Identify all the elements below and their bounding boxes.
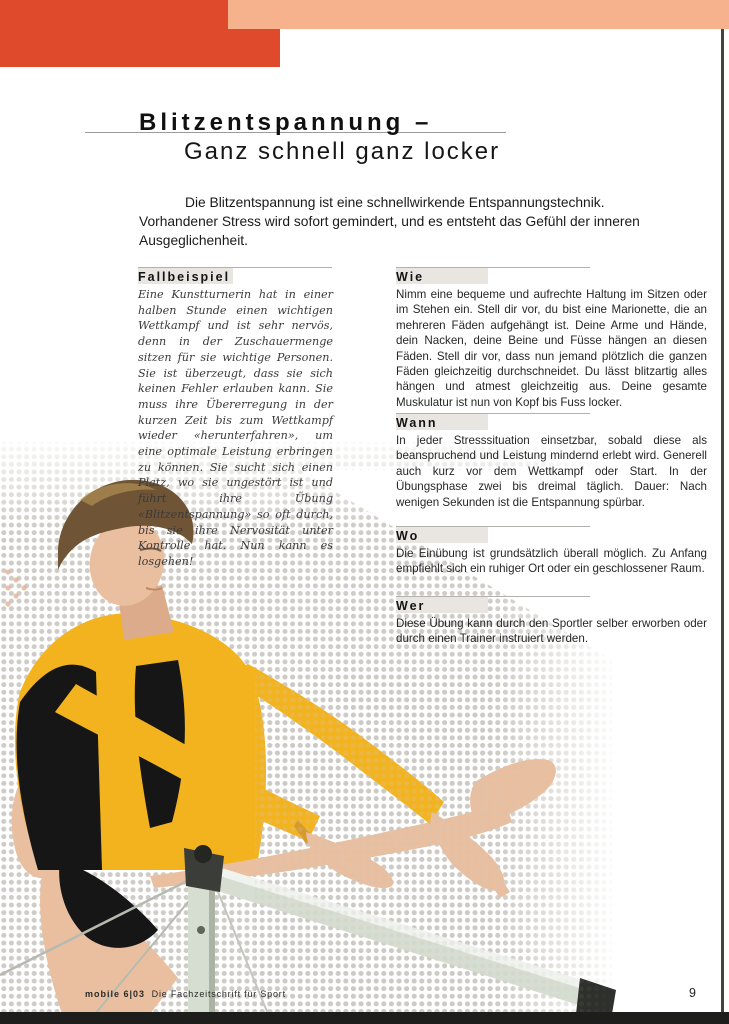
halftone-overlay	[255, 675, 612, 1014]
section-heading-box	[396, 527, 488, 543]
case-study-body: Eine Kunstturnerin hat in einer halben Stunde einen wichtigen Wettkampf und ist sehr nervös, denn in der Zuschauermenge sitzen für sie wichtige Personen. Sie ist überzeugt, dass sie sich keinen Fehler erlauben kann. Sie muss ihre Übererregung in der kurzen Zeit bis zum Wettkampf wieder «herunterfahren», um eine optimale Leistung erbringen zu können. Sie sucht sich einen Platz, wo sie ungestört ist und führt ihre Übung «Blitzentspannung» so oft durch, bis sie ihre Nervosität unter Kontrolle hat. Nun kann es losgehen!	[138, 288, 333, 568]
section-body-wann: In jeder Stresssituation einsetzbar, sobald diese als beanspruchend und Leistung mindernd erlebt wird. Generell auch kurz vor dem Wettkampf oder Start. In der Übungsphase zwei bis dreimal täglich. Dauer: Nach wenigen Sekunden ist die Entspannung spürbar.	[396, 434, 707, 509]
section-heading-wann: Wann	[396, 416, 438, 430]
page-bottom-edge	[0, 1012, 729, 1024]
case-study-heading-box	[138, 268, 233, 284]
section-heading-wie: Wie	[396, 270, 425, 284]
page-right-edge	[721, 29, 724, 1012]
section-body-wer: Diese Übung kann durch den Sportler selber erworben oder durch einen Trainer instruiert werden.	[396, 617, 707, 646]
section-heading-wer: Wer	[396, 599, 426, 613]
page-subtitle: Ganz schnell ganz locker	[184, 138, 501, 165]
section-heading-box	[396, 597, 488, 613]
case-study-heading: Fallbeispiel	[138, 270, 231, 284]
footer-magazine-subtitle: Die Fachzeitschrift für Sport	[151, 989, 286, 999]
header-salmon-bar	[228, 0, 729, 29]
section-body-wie: Nimm eine bequeme und aufrechte Haltung im Sitzen oder im Stehen ein. Stell dir vor, du bist eine Marionette, die an mehreren Fäden aufgehängt ist. Deine Arme und Hände, dein Nacken, deine Beine und Füsse hängen an diesen Fäden. Stell dir vor, dass nun jemand plötzlich die ganzen Fäden gleichzeitig durchschneidet. Du lässt blitzartig alles hängen und atmest gleichzeitig aus. Deine gesamte Muskulatur ist nun von Kopf bis Fuss locker.	[396, 288, 707, 409]
section-heading-box	[396, 268, 488, 284]
footer-imprint	[85, 989, 286, 999]
footer-magazine-name: mobile 6|03	[85, 989, 146, 999]
intro-paragraph: Die Blitzentspannung ist eine schnellwirkende Entspannungstechnik. Vorhandener Stress wird sofort gemindert, und es entsteht das Gefühl der inneren Ausgeglichenheit.	[139, 194, 640, 248]
page-number: 9	[689, 986, 696, 1000]
section-heading-box	[396, 414, 488, 430]
section-heading-wo: Wo	[396, 529, 420, 543]
page-title: Blitzentspannung –	[139, 109, 433, 136]
section-body-wo: Die Einübung ist grundsätzlich überall möglich. Zu Anfang empfiehlt sich ein ruhiger Ort oder ein geschlossener Raum.	[396, 547, 707, 576]
